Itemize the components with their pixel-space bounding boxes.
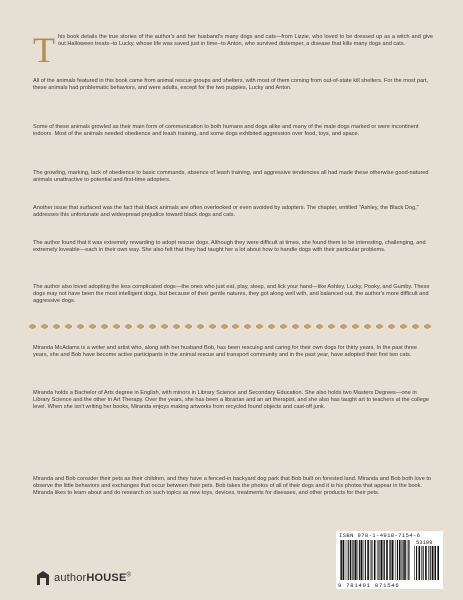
barcode-bar [428,546,429,580]
barcode-bar [371,540,372,580]
barcode-bar [404,540,406,580]
barcode-bar [365,540,366,580]
barcode-bar [340,540,341,580]
barcode-bar [430,546,431,580]
ornament-mark [341,324,346,329]
barcode-bar [348,540,349,580]
paragraph-5: The author found that it was extremely rewarding to adopt rescue dogs. Although they were difficult at times, she found them to be interesting, challenging, and extremely loveable—each in their own way. She also felt that they had taught her a lot about how to handle dogs with their particular problems. [33,240,426,254]
price-code: 53199 [416,539,433,546]
barcode-bar [392,540,394,580]
barcode-bar [353,540,354,580]
barcode-bar [343,540,345,580]
ornament-mark [377,324,382,329]
ornament-mark [90,324,95,329]
barcode-bar [363,540,364,580]
isbn-text: ISBN 978-1-4918-7154-6 [339,532,421,539]
barcode-bar [386,540,388,580]
barcode-bar [361,540,363,580]
ornament-mark [138,324,143,329]
bio-paragraph-2: Miranda holds a Bachelor of Arts degree in English, with minors in Library Science and Secondary Education. She also holds two Masters Degrees—one in Library Science and the other in Art Therapy. Over the years, she has been a librarian and an art therapist, and she also has taught art to teachers at the college level. When she isn't writing her books, Miranda enjoys making artworks from recycled found objects and cast-off junk. [33,390,429,411]
barcode-bar [434,546,435,580]
ornament-mark [78,324,83,329]
ornament-mark [150,324,155,329]
ornament-mark [389,324,394,329]
registered-mark: ® [126,572,132,579]
barcode-bar [435,546,436,580]
ornament-mark [233,324,238,329]
ornament-mark [186,324,191,329]
barcode-bar [350,540,352,580]
publisher-name-part-a: author [54,572,87,584]
barcode-bar [352,540,353,580]
barcode-bar [419,546,421,580]
ornament-mark [329,324,334,329]
paragraph-4: Another issue that surfaced was the fact that black animals are often overlooked or even avoided by adopters. The chapter, entitled "Ashley, the Black Dog," addresses this unfortunate and widespread prejudice toward black dogs and cats. [33,205,419,219]
barcode-bar [377,540,378,580]
barcode-bar [341,540,342,580]
ornament-mark [281,324,286,329]
ornament-mark [162,324,167,329]
barcode-bar [358,540,359,580]
ornament-mark [114,324,119,329]
ornament-mark [102,324,107,329]
house-logo-icon [36,570,50,586]
barcode-bar [437,546,439,580]
paragraph-1: All of the animals featured in this book came from animal rescue groups and shelters, with most of them coming from out-of-state kill shelters. For the most part, these animals had problematic behaviors, and were adults, except for the two puppies, Lucky and Anton. [33,78,429,92]
barcode-bar [383,540,384,580]
intro-text: his book details the true stories of the author's and her husband's many dogs and cats—from Lizzie, who loved to be dressed up as a witch and give out Halloween treats--to Lucky, whose life was saved just in time--to Anton, who survived distemper, a disease that kills many dogs and cats. [58,34,433,48]
ornament-mark [126,324,131,329]
ornament-mark [401,324,406,329]
intro-paragraph [33,30,433,70]
barcode-digits: 9 781491 871546 [338,582,400,589]
barcode-bar [421,546,422,580]
barcode-bar [397,540,398,580]
ornament-mark [198,324,203,329]
ornament-mark [365,324,370,329]
ornament-mark [210,324,215,329]
barcode-bar [395,540,396,580]
publisher-name-part-b: HOUSE [86,572,127,584]
bio-paragraph-3: Miranda and Bob consider their pets as their children, and they have a fenced-in backyard dog park that Bob built on forested land. Miranda and Bob both love to observe the little behaviors and exchanges that occur between their pets. Bob takes the photos of all of their dogs and it is his photos that appear in the book. Miranda likes to learn about and do research on such topics as new toys, devices, treatments for diseases, and other products for their pets. [33,476,432,497]
ornament-mark [174,324,179,329]
barcode-bar [359,540,360,580]
paragraph-3: The growling, marking, lack of obedience to basic commands, absence of leash training, and aggressive tendencies all had made these otherwise good-natured animals unattractive to potential and first-time adopters. [33,170,429,184]
barcode-bar [390,540,391,580]
paragraph-2: Some of these animals growled as their main form of communication to both humans and dogs alike and many of the male dogs marked or were incontinent indoors. Most of the animals needed obedience and leash training, and some dogs exhibited aggression over food, toys, and space. [33,124,419,138]
publisher-logo [36,569,131,587]
ornament-mark [222,324,227,329]
barcode-bar [403,540,404,580]
barcode-bar [399,540,401,580]
paragraph-6: The author also loved adopting the less complicated dogs—the ones who just eat, play, sleep, and lick your hand—like Ashley, Lucky, Pooky, and Gumby. These dogs may not have been the most intelligent dogs, but because of their gentle natures, they got along well with, and balanced out, the author's more difficult and aggressive dogs. [33,284,430,305]
ornament-mark [269,324,274,329]
barcode-bar [408,540,409,580]
barcode-bar [355,540,357,580]
ornament-mark [353,324,358,329]
barcode-bar [346,540,347,580]
ornament-mark [245,324,250,329]
barcode-bar [378,540,379,580]
ornament-mark [42,324,47,329]
barcode-main [340,540,410,580]
bio-paragraph-1: Miranda McAdams is a writer and artist who, along with her husband Bob, has been rescuing and caring for their own dogs for thirty years. In the past three years, she and Bob have become active participants in the animal rescue and transport community and in the past year, have adopted their first two cats. [33,345,417,359]
ornament-mark [30,324,35,329]
barcode-bar [402,540,403,580]
barcode-bar [374,540,376,580]
barcode-bar [370,540,371,580]
barcode-bar [423,546,424,580]
ornament-mark [425,324,430,329]
barcode-bar [432,546,434,580]
publisher-name [54,572,131,584]
barcode-bar [389,540,390,580]
ornament-mark [66,324,71,329]
barcode-addon [414,546,439,580]
barcode-bar [425,546,427,580]
drop-cap: T [33,30,55,70]
barcode-bar [414,546,415,580]
ornament-mark [257,324,262,329]
ornament-mark [413,324,418,329]
ornament-mark [293,324,298,329]
ornament-divider [30,322,430,330]
ornament-mark [54,324,59,329]
barcode-bar [407,540,408,580]
barcode-bar [384,540,385,580]
ornament-mark [305,324,310,329]
ornament-mark [317,324,322,329]
barcode-bar [381,540,383,580]
barcode-bar [367,540,369,580]
barcode-bar [416,546,417,580]
